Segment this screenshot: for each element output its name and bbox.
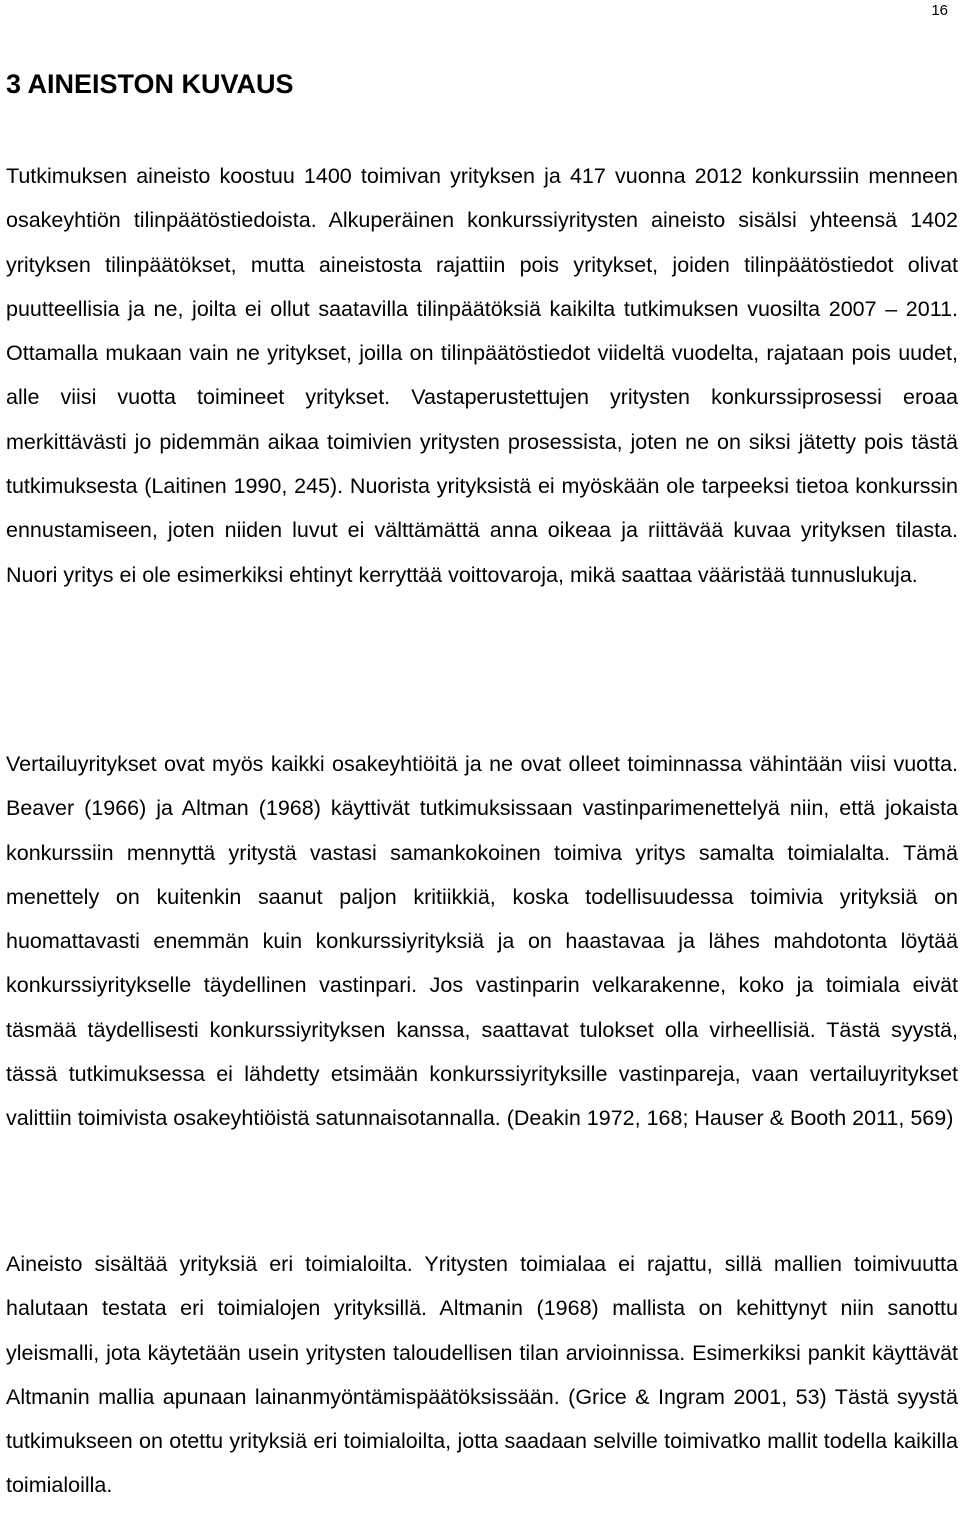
page-number: 16 xyxy=(931,2,948,19)
section-heading: 3 AINEISTON KUVAUS xyxy=(6,69,294,99)
paragraph-comparison-companies: Vertailuyritykset ovat myös kaikki osakeyhtiöitä ja ne ovat olleet toiminnassa vähintään viisi vuotta. Beaver (1966) ja Altman (1968) käyttivät tutkimuksissaan vastinparimenettelyä niin, että jokaista konkurssiin mennyttä yritystä vastasi samankokoinen toimiva yritys samalta toimialalta. Tämä menettely on kuitenkin saanut paljon kritiikkiä, koska todellisuudessa toimivia yrityksiä on huomattavasti enemmän kuin konkurssiyrityksiä ja on haastavaa ja lähes mahdotonta löytää konkurssiyritykselle täydellinen vastinpari. Jos vastinparin velkarakenne, koko ja toimiala eivät täsmää täydellisesti konkurssiyrityksen kanssa, saattavat tulokset olla virheellisiä. Tästä syystä, tässä tutkimuksessa ei lähdetty etsimään konkurssiyrityksille vastinpareja, vaan vertailuyritykset valittiin toimivista osakeyhtiöistä satunnaisotannalla. (Deakin 1972, 168; Hauser & Booth 2011, 569) xyxy=(6,752,958,1131)
paragraph-industries: Aineisto sisältää yrityksiä eri toimialoilta. Yritysten toimialaa ei rajattu, sillä mallien toimivuutta halutaan testata eri toimialojen yrityksillä. Altmanin (1968) mallista on kehittynyt niin sanottu yleismalli, jota käytetään usein yritysten taloudellisen tilan arvioinnissa. Esimerkiksi pankit käyttävät Altmanin mallia apunaan lainanmyöntämispäätöksissään. (Grice & Ingram 2001, 53) Tästä syystä tutkimukseen on otettu yrityksiä eri toimialoilta, jotta saadaan selville toimivatko mallit todella kaikilla toimialoilla. xyxy=(6,1252,958,1498)
paragraph-dataset-description: Tutkimuksen aineisto koostuu 1400 toimivan yrityksen ja 417 vuonna 2012 konkurssiin menneen osakeyhtiön tilinpäätöstiedoista. Alkuperäinen konkurssiyritysten aineisto sisälsi yhteensä 1402 yrityksen tilinpäätökset, mutta aineistosta rajattiin pois yritykset, joiden tilinpäätöstiedot olivat puutteellisia ja ne, joilta ei ollut saatavilla tilinpäätöksiä kaikilta tutkimuksen vuosilta 2007 – 2011. Ottamalla mukaan vain ne yritykset, joilla on tilinpäätöstiedot viideltä vuodelta, rajataan pois uudet, alle viisi vuotta toimineet yritykset. Vastaperustettujen yritysten konkurssiprosessi eroaa merkittävästi jo pidemmän aikaa toimivien yritysten prosessista, joten ne on siksi jätetty pois tästä tutkimuksesta (Laitinen 1990, 245). Nuorista yrityksistä ei myöskään ole tarpeeksi tietoa konkurssin ennustamiseen, joten niiden luvut ei välttämättä anna oikeaa ja riittävää kuvaa yrityksen tilasta. Nuori yritys ei ole esimerkiksi ehtinyt kerryttää voittovaroja, mikä saattaa vääristää tunnuslukuja. xyxy=(6,164,958,587)
